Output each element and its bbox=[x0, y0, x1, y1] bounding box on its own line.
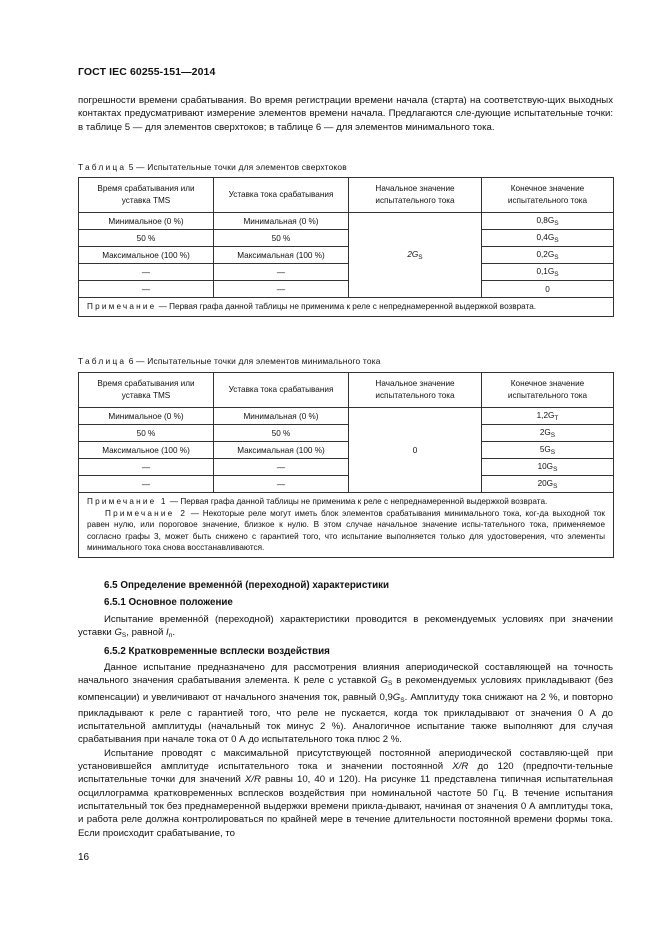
para-text: . Амплитуду тока снижают на 2 %, и повторно прикладывают к реле с гарантией того, что реле не пускается, когда ток прикладывают от значения 0 А до испытательной амплитуды (начальный ток минус 2 %). Аналогичное испытание также выполняют для случая срабатывания при начале тока от 0 А до испытательного тока плюс 2 %. bbox=[78, 691, 614, 746]
table-cell: — bbox=[79, 281, 214, 298]
table-cell: 50 % bbox=[214, 425, 349, 442]
table6-header-cell: Уставка тока срабатывания bbox=[214, 373, 349, 408]
table5-caption-word: Таблица bbox=[78, 162, 127, 172]
symbol-g: G bbox=[114, 627, 122, 639]
note-text: — Первая графа данной таблицы не применима к реле с непреднамеренной выдержкой возврата. bbox=[167, 497, 548, 506]
end-sub: S bbox=[554, 219, 559, 227]
note-label: Примечание bbox=[87, 302, 157, 311]
table5-caption-text: 5 — Испытательные точки для элементов сверхтоков bbox=[128, 162, 347, 172]
table-cell bbox=[482, 264, 614, 281]
note-label: Примечание 1 bbox=[87, 497, 168, 506]
end-sub: S bbox=[550, 431, 556, 439]
table6-header-cell: Конечное значение испытательного тока bbox=[482, 373, 614, 408]
table-cell bbox=[482, 213, 614, 230]
end-value: 0,2G bbox=[536, 249, 555, 259]
intro-paragraph bbox=[78, 94, 613, 134]
table-cell bbox=[482, 476, 614, 493]
paragraph-1 bbox=[78, 661, 613, 747]
section-6-5-2-body bbox=[78, 661, 613, 840]
table6 bbox=[78, 372, 614, 558]
section-6-5-heading: 6.5 Определение временно́й (переходной) характеристики bbox=[104, 580, 390, 591]
table-row bbox=[79, 425, 614, 442]
table5-header-cell: Время срабатывания или уставка TMS bbox=[79, 178, 214, 213]
table-cell: — bbox=[214, 459, 349, 476]
table-row bbox=[79, 442, 614, 459]
para-text: до 120 (предпочти-тельные испытательные точки для значений bbox=[78, 761, 613, 786]
table-row bbox=[79, 213, 614, 230]
table6-header-cell: Начальное значение испытательного тока bbox=[349, 373, 482, 408]
end-sub: T bbox=[554, 414, 559, 422]
table6-caption bbox=[78, 356, 381, 366]
para-text: . bbox=[172, 627, 175, 639]
table-cell: Максимальная (100 %) bbox=[214, 247, 349, 264]
table-cell bbox=[482, 230, 614, 247]
table-row bbox=[79, 459, 614, 476]
table5-header-cell: Уставка тока срабатывания bbox=[214, 178, 349, 213]
end-value: 2G bbox=[539, 427, 551, 437]
end-sub: S bbox=[553, 482, 558, 490]
table5-header-cell: Конечное значение испытательного тока bbox=[482, 178, 614, 213]
table-cell: Минимальное (0 %) bbox=[79, 408, 214, 425]
table-row bbox=[79, 281, 614, 298]
document-header: ГОСТ IEC 60255-151—2014 bbox=[78, 66, 216, 78]
table-row bbox=[79, 247, 614, 264]
table-row bbox=[79, 230, 614, 247]
table5-note-row bbox=[79, 298, 614, 317]
para-text: в рекомендуемых условиях прикладывают (без компенсации) и увеличивают от начального значения ток, равный 0,9 bbox=[78, 675, 613, 703]
table-cell: Максимальная (100 %) bbox=[214, 442, 349, 459]
end-value: 0,4G bbox=[536, 232, 555, 242]
end-value: 0,1G bbox=[536, 266, 555, 276]
table5-caption bbox=[78, 162, 347, 172]
table6-notes bbox=[79, 493, 614, 558]
table6-note-row bbox=[79, 493, 614, 558]
table-cell: Максимальное (100 %) bbox=[79, 247, 214, 264]
table-cell: Минимальное (0 %) bbox=[79, 213, 214, 230]
end-value: 10G bbox=[537, 461, 554, 471]
table6-header-row bbox=[79, 373, 614, 408]
table6-caption-word: Таблица bbox=[78, 356, 127, 366]
para-text: Данное испытание предназначено для рассмотрения влияния апериодической составляющей на точность начального значения срабатывания элемента. К реле с уставкой bbox=[78, 662, 613, 687]
table-row bbox=[79, 476, 614, 493]
end-value: 1,2G bbox=[536, 410, 555, 420]
end-sub: S bbox=[554, 270, 559, 278]
table5-start-sub: S bbox=[418, 253, 423, 261]
table5-start-value: 2G bbox=[407, 249, 419, 259]
table5-note bbox=[79, 298, 614, 317]
para-text: , равной bbox=[126, 627, 167, 639]
table-cell: Максимальное (100 %) bbox=[79, 442, 214, 459]
table-cell: 50 % bbox=[79, 425, 214, 442]
table-cell: — bbox=[214, 476, 349, 493]
symbol-i: I bbox=[166, 627, 169, 639]
end-sub: S bbox=[554, 236, 559, 244]
note-text: — Первая графа данной таблицы не применима к реле с непреднамеренной выдержкой возврата. bbox=[156, 302, 537, 311]
table6-header-cell: Время срабатывания или уставка TMS bbox=[79, 373, 214, 408]
table-cell bbox=[482, 281, 614, 298]
table-cell bbox=[482, 425, 614, 442]
note-text: — Некоторые реле могут иметь блок элементов срабатывания минимального тока, ког-да выходной ток равен нулю, или пороговое значение, близкое к нулю. В этом случае начальное значение испы-тательного тока, применяемое согласно графы 3, может быть снижено с гарантией того, что испытание выполняется только для удостоверения, что элементы минимального тока снова восстанавливаются. bbox=[87, 508, 605, 552]
table5-header-cell: Начальное значение испытательного тока bbox=[349, 178, 482, 213]
table-cell bbox=[482, 459, 614, 476]
table-cell: — bbox=[79, 264, 214, 281]
symbol-sub: S bbox=[400, 696, 405, 704]
section-6-5-2-heading: 6.5.2 Кратковременные всплески воздействия bbox=[104, 646, 330, 657]
table-cell: 50 % bbox=[214, 230, 349, 247]
end-value: 5G bbox=[539, 444, 551, 454]
table6-caption-text: 6 — Испытательные точки для элементов минимального тока bbox=[128, 356, 381, 366]
table-row bbox=[79, 408, 614, 425]
end-value: 0,8G bbox=[536, 215, 555, 225]
symbol-xr: X/R bbox=[452, 761, 469, 773]
table5 bbox=[78, 177, 614, 317]
end-sub: S bbox=[554, 253, 559, 261]
symbol-sub: n bbox=[168, 632, 173, 640]
table5-header-row bbox=[79, 178, 614, 213]
table-cell: Минимальная (0 %) bbox=[214, 213, 349, 230]
note-label: Примечание 2 bbox=[105, 508, 188, 518]
end-value: 20G bbox=[537, 478, 554, 488]
table6-start-current: 0 bbox=[349, 408, 482, 493]
intro-text: погрешности времени срабатывания. Во время регистрации времени начала (старта) на соответствую-щих выходных контактах предусматривают измерение элементов времени начала. Предлагаются сле-дующие испытательные точки: в таблице 5 — для элементов сверхтоков; в таблице 6 — для элементов минимального тока. bbox=[78, 95, 613, 133]
symbol-g: G bbox=[392, 691, 401, 703]
section-6-5-1-paragraph bbox=[78, 613, 613, 643]
table-cell: — bbox=[79, 459, 214, 476]
end-value: 0 bbox=[545, 284, 550, 294]
table5-start-current bbox=[349, 213, 482, 298]
table-cell: — bbox=[214, 264, 349, 281]
end-sub: S bbox=[553, 465, 558, 473]
table-cell: — bbox=[214, 281, 349, 298]
para-text: Испытание временно́й (переходной) характеристики проводится в рекомендуемых условиях при значении уставки bbox=[78, 614, 613, 639]
table-cell: Минимальная (0 %) bbox=[214, 408, 349, 425]
para-text: равны 10, 40 и 120). На рисунке 11 представлена типичная испытательная осциллограмма кратковременных всплесков воздействия при номинальной частоте 50 Гц. В течение испытания испытательный ток без преднамеренной выдержки времени прикла-дывают, начиная от значения 0 А амплитуды тока, и работа реле должна контролироваться по крайней мере в течение длительности постоянной времени формы тока. Если происходит срабатывание, то bbox=[78, 774, 613, 839]
symbol-xr: X/R bbox=[244, 774, 261, 786]
end-sub: S bbox=[550, 448, 556, 456]
para-text: Испытание проводят с максимальной присутствующей постоянной апериодической составляю-щей при установившейся амплитуде испытательного тока и значении постоянной bbox=[78, 747, 613, 773]
section-6-5-1-heading: 6.5.1 Основное положение bbox=[104, 597, 233, 608]
symbol-g: G bbox=[380, 675, 388, 687]
page-number: 16 bbox=[78, 852, 90, 863]
symbol-sub: S bbox=[121, 632, 127, 640]
table-cell bbox=[482, 442, 614, 459]
table-cell bbox=[482, 247, 614, 264]
table-cell: 50 % bbox=[79, 230, 214, 247]
table-row bbox=[79, 264, 614, 281]
table-cell bbox=[482, 408, 614, 425]
table-cell: — bbox=[79, 476, 214, 493]
paragraph-2 bbox=[78, 747, 613, 840]
symbol-sub: S bbox=[387, 680, 393, 688]
